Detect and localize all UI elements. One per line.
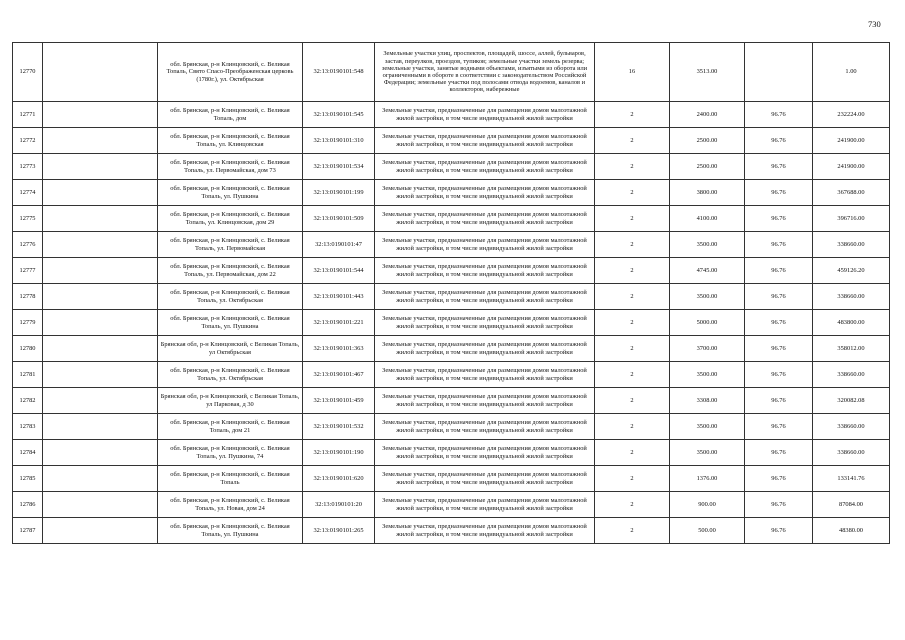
cadastral-number-cell: 32:13:0190101:509 xyxy=(303,206,375,232)
table-row xyxy=(13,440,890,466)
area-cell: 3500.00 xyxy=(670,362,745,388)
land-use-cell: Земельные участки, предназначенные для размещения домов малоэтажной жилой застройки, в том числе индивидуальной жилой застройки xyxy=(375,310,595,336)
table-row xyxy=(13,492,890,518)
address-cell: обл. Брянская, р-н Клинцовский, с. Великая Топаль, ул. Октябрьская xyxy=(158,284,303,310)
record-number-cell: 12771 xyxy=(13,102,43,128)
area-cell: 500.00 xyxy=(670,518,745,544)
use-code-cell: 2 xyxy=(595,388,670,414)
record-number-cell: 12776 xyxy=(13,232,43,258)
table-row xyxy=(13,102,890,128)
area-cell: 3500.00 xyxy=(670,414,745,440)
empty-cell xyxy=(43,336,158,362)
use-code-cell: 2 xyxy=(595,518,670,544)
cadastral-value-cell: 241900.00 xyxy=(813,128,890,154)
address-cell: обл. Брянская, р-н Клинцовский, с. Великая Топаль, ул. Первомайская xyxy=(158,232,303,258)
use-code-cell: 2 xyxy=(595,206,670,232)
specific-value-cell: 96.76 xyxy=(745,388,813,414)
use-code-cell: 2 xyxy=(595,128,670,154)
table-row xyxy=(13,128,890,154)
land-use-cell: Земельные участки, предназначенные для размещения домов малоэтажной жилой застройки, в том числе индивидуальной жилой застройки xyxy=(375,518,595,544)
cadastral-value-cell: 48380.00 xyxy=(813,518,890,544)
record-number-cell: 12777 xyxy=(13,258,43,284)
table-row xyxy=(13,518,890,544)
cadastral-number-cell: 32:13:0190101:20 xyxy=(303,492,375,518)
land-use-cell: Земельные участки, предназначенные для размещения домов малоэтажной жилой застройки, в том числе индивидуальной жилой застройки xyxy=(375,492,595,518)
area-cell: 3500.00 xyxy=(670,440,745,466)
table-row xyxy=(13,414,890,440)
land-use-cell: Земельные участки, предназначенные для размещения домов малоэтажной жилой застройки, в том числе индивидуальной жилой застройки xyxy=(375,232,595,258)
land-use-cell: Земельные участки, предназначенные для размещения домов малоэтажной жилой застройки, в том числе индивидуальной жилой застройки xyxy=(375,206,595,232)
area-cell: 900.00 xyxy=(670,492,745,518)
land-use-cell: Земельные участки, предназначенные для размещения домов малоэтажной жилой застройки, в том числе индивидуальной жилой застройки xyxy=(375,154,595,180)
address-cell: обл. Брянская, р-н Клинцовский, с. Великая Топаль, ул. Пушкина, 74 xyxy=(158,440,303,466)
area-cell: 2500.00 xyxy=(670,154,745,180)
cadastral-value-cell: 241900.00 xyxy=(813,154,890,180)
table-row xyxy=(13,154,890,180)
cadastral-number-cell: 32:13:0190101:199 xyxy=(303,180,375,206)
specific-value-cell: 96.76 xyxy=(745,206,813,232)
empty-cell xyxy=(43,440,158,466)
area-cell: 3800.00 xyxy=(670,180,745,206)
cadastral-value-cell: 338660.00 xyxy=(813,232,890,258)
empty-cell xyxy=(43,310,158,336)
address-cell: обл. Брянская, р-н Клинцовский, с. Великая Топаль, дом 21 xyxy=(158,414,303,440)
cadastral-value-cell: 87084.00 xyxy=(813,492,890,518)
specific-value-cell: 96.76 xyxy=(745,102,813,128)
specific-value-cell: 96.76 xyxy=(745,466,813,492)
use-code-cell: 2 xyxy=(595,466,670,492)
use-code-cell: 2 xyxy=(595,180,670,206)
address-cell: обл. Брянская, р-н Клинцовский, с. Великая Топаль, ул. Клинцовская, дом 29 xyxy=(158,206,303,232)
cadastral-number-cell: 32:13:0190101:467 xyxy=(303,362,375,388)
cadastral-value-cell: 232224.00 xyxy=(813,102,890,128)
table-row xyxy=(13,180,890,206)
land-use-cell: Земельные участки, предназначенные для размещения домов малоэтажной жилой застройки, в том числе индивидуальной жилой застройки xyxy=(375,336,595,362)
cadastral-value-cell: 396716.00 xyxy=(813,206,890,232)
specific-value-cell: 96.76 xyxy=(745,336,813,362)
cadastral-number-cell: 32:13:0190101:545 xyxy=(303,102,375,128)
empty-cell xyxy=(43,388,158,414)
area-cell: 2400.00 xyxy=(670,102,745,128)
cadastral-number-cell: 32:13:0190101:534 xyxy=(303,154,375,180)
cadastral-value-cell: 338660.00 xyxy=(813,362,890,388)
cadastral-number-cell: 32:13:0190101:221 xyxy=(303,310,375,336)
land-use-cell: Земельные участки, предназначенные для размещения домов малоэтажной жилой застройки, в том числе индивидуальной жилой застройки xyxy=(375,102,595,128)
empty-cell xyxy=(43,43,158,102)
area-cell: 3500.00 xyxy=(670,232,745,258)
specific-value-cell: 96.76 xyxy=(745,284,813,310)
area-cell: 1376.00 xyxy=(670,466,745,492)
table-row xyxy=(13,232,890,258)
specific-value-cell: 96.76 xyxy=(745,154,813,180)
address-cell: обл. Брянская, р-н Клинцовский, с. Великая Топаль, ул. Пушкина xyxy=(158,518,303,544)
specific-value-cell: 96.76 xyxy=(745,518,813,544)
record-number-cell: 12775 xyxy=(13,206,43,232)
specific-value-cell: 96.76 xyxy=(745,414,813,440)
record-number-cell: 12784 xyxy=(13,440,43,466)
empty-cell xyxy=(43,206,158,232)
use-code-cell: 2 xyxy=(595,440,670,466)
use-code-cell: 2 xyxy=(595,414,670,440)
address-cell: обл. Брянская, р-н Клинцовский, с. Великая Топаль, ул. Новая, дом 24 xyxy=(158,492,303,518)
table-row xyxy=(13,388,890,414)
record-number-cell: 12774 xyxy=(13,180,43,206)
address-cell: обл. Брянская, р-н Клинцовский, с. Великая Топаль, ул. Пушкина xyxy=(158,310,303,336)
specific-value-cell: 96.76 xyxy=(745,492,813,518)
use-code-cell: 2 xyxy=(595,258,670,284)
area-cell: 5000.00 xyxy=(670,310,745,336)
empty-cell xyxy=(43,128,158,154)
cadastral-number-cell: 32:13:0190101:548 xyxy=(303,43,375,102)
specific-value-cell: 96.76 xyxy=(745,440,813,466)
empty-cell xyxy=(43,180,158,206)
land-registry-table xyxy=(12,42,890,544)
address-cell: Брянская обл, р-н Клинцовский, с Великая Топаль, ул Парковая, д 30 xyxy=(158,388,303,414)
specific-value-cell xyxy=(745,43,813,102)
empty-cell xyxy=(43,232,158,258)
record-number-cell: 12781 xyxy=(13,362,43,388)
specific-value-cell: 96.76 xyxy=(745,258,813,284)
table-row xyxy=(13,466,890,492)
record-number-cell: 12778 xyxy=(13,284,43,310)
land-use-cell: Земельные участки, предназначенные для размещения домов малоэтажной жилой застройки, в том числе индивидуальной жилой застройки xyxy=(375,466,595,492)
record-number-cell: 12772 xyxy=(13,128,43,154)
address-cell: обл. Брянская, р-н Клинцовский, с. Великая Топаль xyxy=(158,466,303,492)
land-use-cell: Земельные участки улиц, проспектов, площадей, шоссе, аллей, бульваров, застав, переулков, проездов, тупиков; земельные участки земель резерва; земельные участки, занятые водными объектами, изъятыми из оборота или ограниченными в обороте в соответствии с законодательством Российской Федерации; земельные участки под полосами отвода водоемов, каналов и коллекторов, набережные xyxy=(375,43,595,102)
use-code-cell: 2 xyxy=(595,310,670,336)
record-number-cell: 12787 xyxy=(13,518,43,544)
cadastral-value-cell: 338660.00 xyxy=(813,440,890,466)
cadastral-number-cell: 32:13:0190101:620 xyxy=(303,466,375,492)
table-row xyxy=(13,284,890,310)
cadastral-value-cell: 1.00 xyxy=(813,43,890,102)
empty-cell xyxy=(43,414,158,440)
record-number-cell: 12783 xyxy=(13,414,43,440)
use-code-cell: 2 xyxy=(595,154,670,180)
cadastral-number-cell: 32:13:0190101:443 xyxy=(303,284,375,310)
cadastral-number-cell: 32:13:0190101:310 xyxy=(303,128,375,154)
cadastral-number-cell: 32:13:0190101:265 xyxy=(303,518,375,544)
record-number-cell: 12785 xyxy=(13,466,43,492)
use-code-cell: 2 xyxy=(595,284,670,310)
address-cell: обл. Брянская, р-н Клинцовский, с. Великая Топаль, ул. Первомайская, дом 22 xyxy=(158,258,303,284)
cadastral-value-cell: 367688.00 xyxy=(813,180,890,206)
cadastral-value-cell: 483800.00 xyxy=(813,310,890,336)
empty-cell xyxy=(43,466,158,492)
record-number-cell: 12773 xyxy=(13,154,43,180)
cadastral-number-cell: 32:13:0190101:532 xyxy=(303,414,375,440)
address-cell: обл. Брянская, р-н Клинцовский, с. Великая Топаль, ул. Клинцовская xyxy=(158,128,303,154)
table-row xyxy=(13,336,890,362)
land-use-cell: Земельные участки, предназначенные для размещения домов малоэтажной жилой застройки, в том числе индивидуальной жилой застройки xyxy=(375,258,595,284)
land-use-cell: Земельные участки, предназначенные для размещения домов малоэтажной жилой застройки, в том числе индивидуальной жилой застройки xyxy=(375,388,595,414)
address-cell: обл. Брянская, р-н Клинцовский, с. Великая Топаль, ул. Пушкина xyxy=(158,180,303,206)
area-cell: 4100.00 xyxy=(670,206,745,232)
land-use-cell: Земельные участки, предназначенные для размещения домов малоэтажной жилой застройки, в том числе индивидуальной жилой застройки xyxy=(375,440,595,466)
table-row xyxy=(13,206,890,232)
cadastral-number-cell: 32:13:0190101:47 xyxy=(303,232,375,258)
land-use-cell: Земельные участки, предназначенные для размещения домов малоэтажной жилой застройки, в том числе индивидуальной жилой застройки xyxy=(375,414,595,440)
land-use-cell: Земельные участки, предназначенные для размещения домов малоэтажной жилой застройки, в том числе индивидуальной жилой застройки xyxy=(375,284,595,310)
specific-value-cell: 96.76 xyxy=(745,362,813,388)
use-code-cell: 16 xyxy=(595,43,670,102)
record-number-cell: 12786 xyxy=(13,492,43,518)
table-row xyxy=(13,258,890,284)
specific-value-cell: 96.76 xyxy=(745,232,813,258)
area-cell: 4745.00 xyxy=(670,258,745,284)
land-use-cell: Земельные участки, предназначенные для размещения домов малоэтажной жилой застройки, в том числе индивидуальной жилой застройки xyxy=(375,128,595,154)
address-cell: Брянская обл, р-н Клинцовский, с Великая Топаль, ул Октябрьская xyxy=(158,336,303,362)
table-row xyxy=(13,43,890,102)
empty-cell xyxy=(43,492,158,518)
use-code-cell: 2 xyxy=(595,102,670,128)
address-cell: обл. Брянская, р-н Клинцовский, с. Великая Топаль, Свято Спасо-Преображенская церковь (1780г.), ул. Октябрьская xyxy=(158,43,303,102)
address-cell: обл. Брянская, р-н Клинцовский, с. Великая Топаль, ул. Первомайская, дом 73 xyxy=(158,154,303,180)
empty-cell xyxy=(43,518,158,544)
specific-value-cell: 96.76 xyxy=(745,128,813,154)
cadastral-number-cell: 32:13:0190101:190 xyxy=(303,440,375,466)
cadastral-number-cell: 32:13:0190101:544 xyxy=(303,258,375,284)
use-code-cell: 2 xyxy=(595,492,670,518)
area-cell: 3500.00 xyxy=(670,284,745,310)
record-number-cell: 12782 xyxy=(13,388,43,414)
area-cell: 3700.00 xyxy=(670,336,745,362)
use-code-cell: 2 xyxy=(595,362,670,388)
cadastral-value-cell: 459126.20 xyxy=(813,258,890,284)
specific-value-cell: 96.76 xyxy=(745,310,813,336)
address-cell: обл. Брянская, р-н Клинцовский, с. Великая Топаль, дом xyxy=(158,102,303,128)
cadastral-value-cell: 338660.00 xyxy=(813,284,890,310)
empty-cell xyxy=(43,102,158,128)
address-cell: обл. Брянская, р-н Клинцовский, с. Великая Топаль, ул. Октябрьская xyxy=(158,362,303,388)
area-cell: 3308.00 xyxy=(670,388,745,414)
use-code-cell: 2 xyxy=(595,336,670,362)
cadastral-value-cell: 133141.76 xyxy=(813,466,890,492)
specific-value-cell: 96.76 xyxy=(745,180,813,206)
page-number: 730 xyxy=(868,19,881,29)
empty-cell xyxy=(43,362,158,388)
land-use-cell: Земельные участки, предназначенные для размещения домов малоэтажной жилой застройки, в том числе индивидуальной жилой застройки xyxy=(375,180,595,206)
table-row xyxy=(13,310,890,336)
record-number-cell: 12780 xyxy=(13,336,43,362)
table-body xyxy=(13,43,890,544)
record-number-cell: 12779 xyxy=(13,310,43,336)
cadastral-value-cell: 320082.08 xyxy=(813,388,890,414)
record-number-cell: 12770 xyxy=(13,43,43,102)
land-use-cell: Земельные участки, предназначенные для размещения домов малоэтажной жилой застройки, в том числе индивидуальной жилой застройки xyxy=(375,362,595,388)
empty-cell xyxy=(43,154,158,180)
cadastral-value-cell: 358012.00 xyxy=(813,336,890,362)
table-row xyxy=(13,362,890,388)
use-code-cell: 2 xyxy=(595,232,670,258)
cadastral-number-cell: 32:13:0190101:459 xyxy=(303,388,375,414)
cadastral-value-cell: 338660.00 xyxy=(813,414,890,440)
empty-cell xyxy=(43,284,158,310)
area-cell: 3513.00 xyxy=(670,43,745,102)
area-cell: 2500.00 xyxy=(670,128,745,154)
cadastral-number-cell: 32:13:0190101:363 xyxy=(303,336,375,362)
empty-cell xyxy=(43,258,158,284)
